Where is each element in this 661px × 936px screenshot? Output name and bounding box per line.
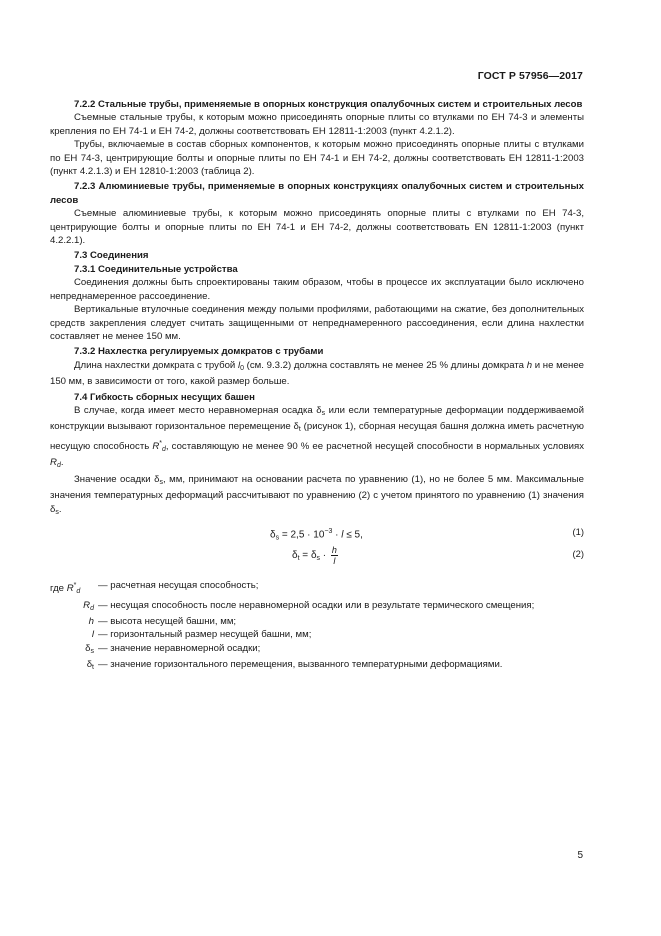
section-7-4-paragraph-2: Значение осадки $\delta_s$, мм, принимают на основании расчета по уравнению (1), но не более 5 мм. Максимальные значения температурных деформаций рассчитывают по уравнению (2) с учетом принятого по уравнению (1) значения $\delta_s$. [50,473,584,516]
equation-2-formula: $\delta_t = \delta_s$ · $\frac{h}{l}$ [292,544,337,566]
legend-row: $\delta_t$ — значение горизонтального перемещения, вызванного температурными деформациями. [86,659,503,672]
equation-1-number: (1) [572,525,584,537]
section-7-3-1-paragraph-1: Соединения должны быть спроектированы таким образом, чтобы в процессе их эксплуатации было исключено непреднамеренное рассоединение. [50,277,584,302]
equation-1 [50,523,584,541]
section-7-4-heading: 7.4 Гибкость сборных несущих башен [74,391,255,403]
equation-2-number: (2) [572,547,584,559]
section-7-2-3-paragraph-1: Съемные алюминиевые трубы, к которым можно присоединять опорные плиты с втулками по ЕН 74-3, центрирующие болты и опорные плиты по ЕН 74-1 и ЕН 74-2, должны соответствовать EN 12811-1:2003 (пункт 4.2.2.1). [50,208,584,247]
equation-1-formula: $\delta_s = 2,5 \cdot 10^{-3} \cdot l \le 5$, [270,527,363,542]
section-7-2-2-paragraph-1: Съемные стальные трубы, к которым можно присоединять опорные плиты со втулками по ЕН 74-3 и элементы крепления по ЕН 74-1 и ЕН 74-2, должны соответствовать ЕН 12811-1:2003 (пункт 4.2.1.2). [50,112,584,137]
document-body [50,96,584,675]
section-7-3-1-heading: 7.3.1 Соединительные устройства [74,263,238,275]
section-7-3-heading: 7.3 Соединения [74,250,149,262]
legend-row: где $R^*_d$ — расчетная несущая способность; [50,579,259,596]
section-7-3-2-paragraph-1: Длина нахлестки домкрата с трубой $l_0$ (см. 9.3.2) должна составлять не менее 25 % длины домкрата h и не менее 150 мм, в зависимости от того, какой размер больше. [50,359,584,388]
page-number: 5 [577,850,583,861]
section-7-2-3-heading: 7.2.3 Алюминиевые трубы, применяемые в опорных конструкциях опалубочных систем и строительных лесов [50,181,584,206]
legend-row: $\delta_s$ — значение неравномерной осадки; [85,642,261,655]
symbol-legend [50,579,584,675]
section-7-3-2-heading: 7.3.2 Нахлестка регулируемых домкратов с трубами [74,346,324,358]
section-7-2-2-heading: 7.2.2 Стальные трубы, применяемые в опорных конструкция опалубочных систем и строительных лесов [74,99,583,110]
equation-2 [50,545,584,571]
section-7-2-2-paragraph-2: Трубы, включаемые в состав сборных компонентов, к которым можно присоединять опорные плиты с втулками по ЕН 74-3, центрирующие болты и опорные плиты по ЕН 74-1 и ЕН 74-2, должны соответствовать ЕН 12811-1:2003 (пункт 4.2.1.3) и ЕН 12810-1:2003 (таблица 2). [50,139,584,178]
equation-2-fraction: $\frac{h}{l}$ [331,544,337,566]
section-7-4-paragraph-1: В случае, когда имеет место неравномерная осадка $\delta_s$ или если температурные деформации поддерживаемой конструкции вызывают горизонтальное перемещение $\delta_t$ (рисунок 1), сборная несущая башня должна иметь расчетную несущую способность $R^*_d$, составляющую не менее 90 % ее расчетной несущей способности в нормальных условиях $R_d$. [50,404,585,470]
standard-header: ГОСТ Р 57956—2017 [477,70,583,82]
section-7-3-1-paragraph-2: Вертикальные втулочные соединения между полыми профилями, работающими на сжатие, без дополнительных средств закрепления следует считать защищенными от непреднамеренного рассоединения, если длина нахлестки составляет не менее 150 мм. [50,304,584,342]
legend-row: h — высота несущей башни, мм; [88,615,237,627]
legend-row: l — горизонтальный размер несущей башни, мм; [91,629,312,641]
legend-row: $R_d$ — несущая способность после неравномерной осадки или в результате термического смещения; [83,599,535,612]
